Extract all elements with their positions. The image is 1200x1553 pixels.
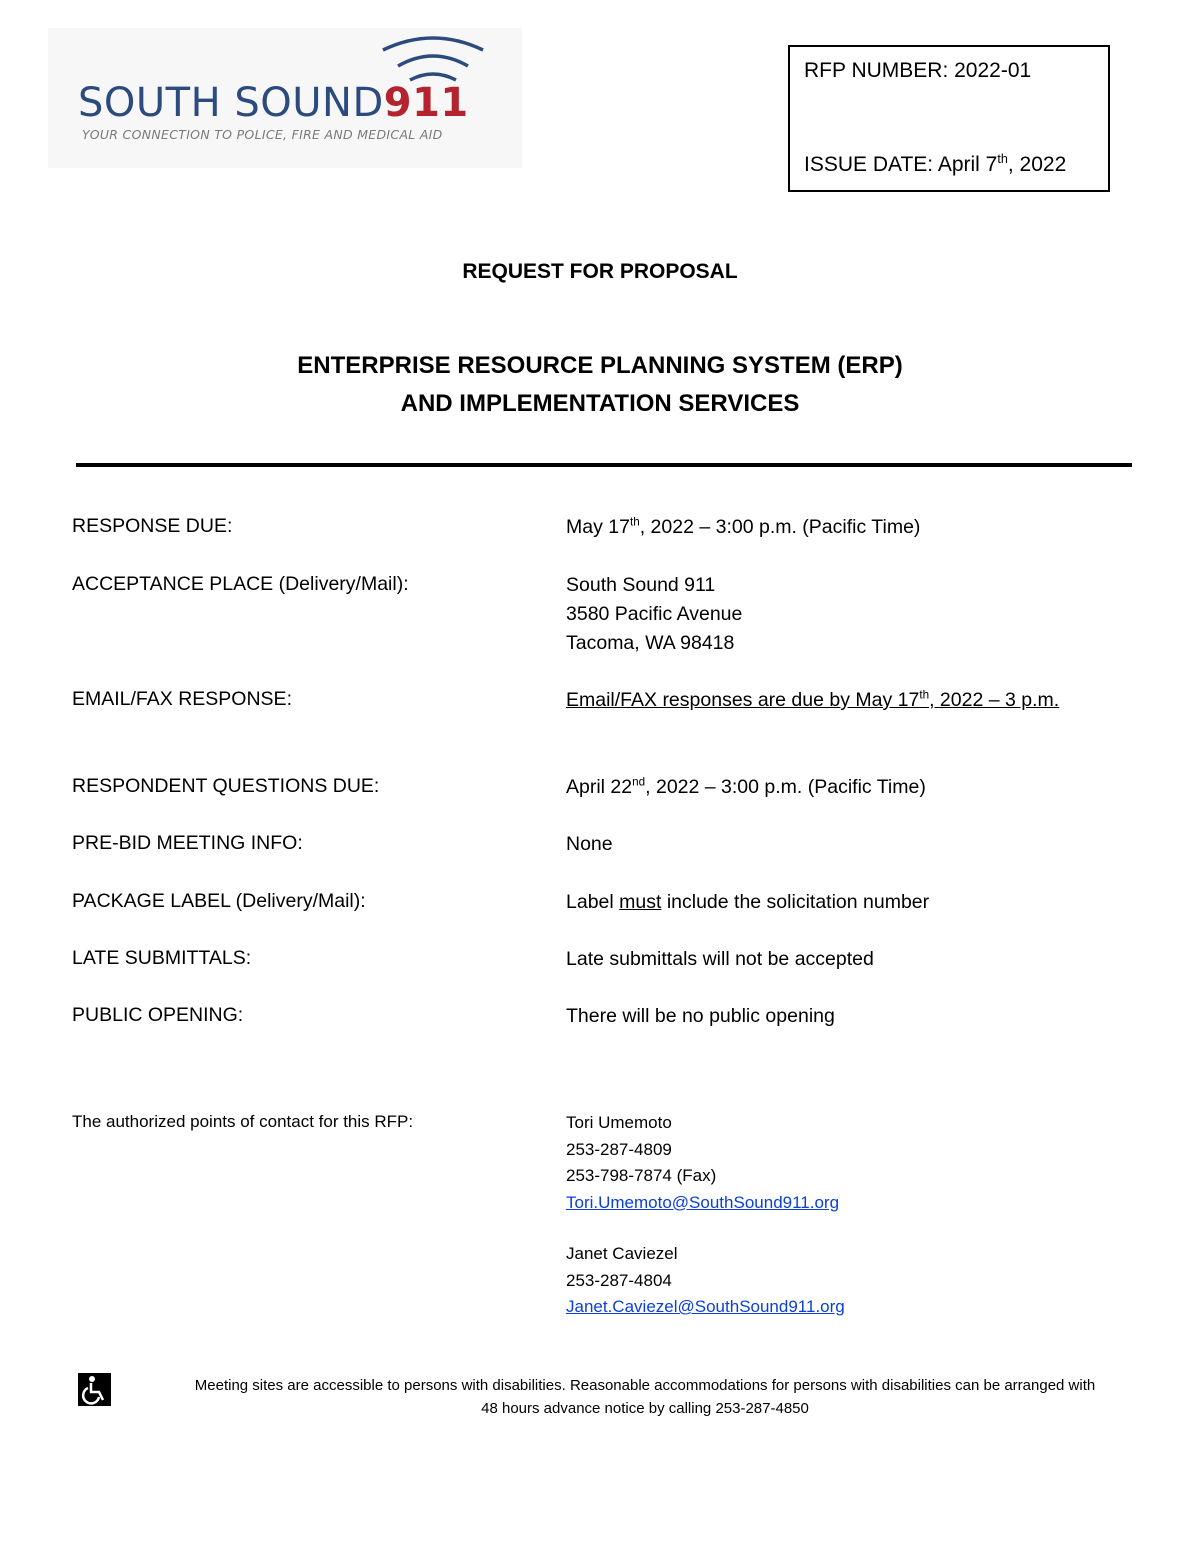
package-label-value: Label must include the solicitation number [566, 891, 930, 913]
late-submittals-value: Late submittals will not be accepted [566, 948, 874, 970]
package-label-label: PACKAGE LABEL (Delivery/Mail): [72, 890, 366, 912]
contact-name: Janet Caviezel [566, 1244, 678, 1263]
acceptance-place-label: ACCEPTANCE PLACE (Delivery/Mail): [72, 573, 409, 595]
logo-tagline: YOUR CONNECTION TO POLICE, FIRE AND MEDICAL AID [82, 127, 443, 142]
pre-bid-value: None [566, 833, 613, 855]
issue-date: ISSUE DATE: April 7th, 2022 [804, 152, 1067, 176]
south-sound-911-logo [48, 28, 522, 168]
public-opening-label: PUBLIC OPENING: [72, 1004, 244, 1026]
acceptance-place-value: South Sound 911 3580 Pacific Avenue Tacoma, WA 98418 [566, 574, 743, 654]
title-line-2: AND IMPLEMENTATION SERVICES [400, 390, 800, 417]
email-fax-label: EMAIL/FAX RESPONSE: [72, 688, 292, 710]
contact-name: Tori Umemoto [566, 1113, 672, 1132]
questions-due-label: RESPONDENT QUESTIONS DUE: [72, 775, 380, 797]
public-opening-value: There will be no public opening [566, 1005, 835, 1027]
request-heading: REQUEST FOR PROPOSAL [462, 260, 738, 283]
logo-wordmark: SOUTH SOUND911 [78, 80, 469, 126]
contact-tori [566, 1110, 839, 1216]
late-submittals-label: LATE SUBMITTALS: [72, 947, 252, 969]
response-due-value: May 17th, 2022 – 3:00 p.m. (Pacific Time) [566, 515, 921, 538]
pre-bid-label: PRE-BID MEETING INFO: [72, 832, 303, 854]
contact-fax: 253-798-7874 (Fax) [566, 1166, 717, 1185]
contacts-label: The authorized points of contact for this RFP: [72, 1112, 414, 1131]
rfp-number: RFP NUMBER: 2022-01 [804, 59, 1032, 82]
contact-janet [566, 1241, 845, 1321]
email-fax-value: Email/FAX responses are due by May 17th, 2022 – 3 p.m. [566, 688, 1060, 711]
divider [76, 463, 1132, 467]
rfp-info-box [788, 45, 1110, 192]
response-due-label: RESPONSE DUE: [72, 515, 233, 537]
contact-email-link[interactable]: Janet.Caviezel@SouthSound911.org [566, 1297, 845, 1316]
contact-phone: 253-287-4809 [566, 1139, 672, 1159]
questions-due-value: April 22nd, 2022 – 3:00 p.m. (Pacific Time) [566, 775, 926, 798]
contact-phone: 253-287-4804 [566, 1270, 672, 1290]
title-line-1: ENTERPRISE RESOURCE PLANNING SYSTEM (ERP) [297, 352, 903, 379]
wheelchair-icon [78, 1373, 111, 1406]
contact-email-link[interactable]: Tori.Umemoto@SouthSound911.org [566, 1192, 840, 1212]
accessibility-notice: Meeting sites are accessible to persons with disabilities. Reasonable accommodations for persons with disabilities can be arranged with 48 hours advance notice by calling 253-287-4850 [194, 1377, 1096, 1417]
